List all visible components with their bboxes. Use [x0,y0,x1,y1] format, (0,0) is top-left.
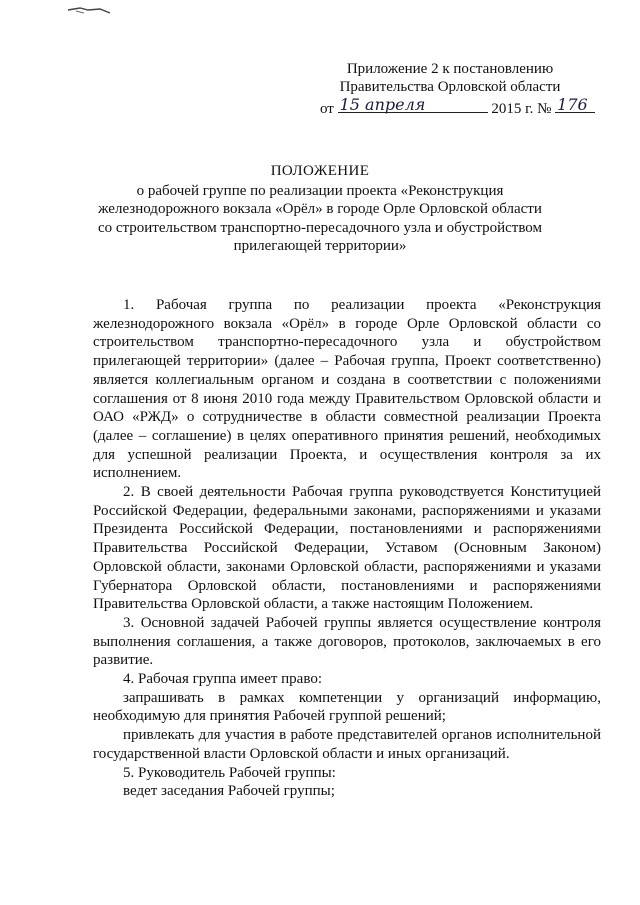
paragraph-5-duty-1: ведет заседания Рабочей группы; [123,783,335,800]
year-text: 2015 г. № [491,101,552,117]
handwritten-number: 176 [557,95,588,114]
paragraph-4-right-2: привлекать для участия в работе представителей органов исполнительной государственной власти Орловской области и иных организаций. [93,727,601,762]
date-prefix: от [320,101,334,117]
document-title [80,162,560,256]
paragraph-1: 1. Рабочая группа по реализации проекта «Реконструкция железнодорожного вокзала «Орёл» в городе Орле Орловской области со строительством транспортно-пересадочного узла и обустройством прилегающей территории» (далее – Рабочая группа, Проект соответственно) является коллегиальным органом и создана в соответствии с положениями соглашения от 8 июня 2010 года между Правительством Орловской области и ОАО «РЖД» о сотрудничестве в области совместной реализации Проекта (далее – соглашение) в целях оперативного принятия решений, необходимых для успешной реализации Проекта, и осуществления контроля за их исполнением. [93,297,601,482]
title-heading: ПОЛОЖЕНИЕ [270,163,370,179]
paragraph-4-right-1: запрашивать в рамках компетенции у организаций информацию, необходимую для принятия Рабочей группой решений; [93,689,601,725]
paragraph-3: 3. Основной задачей Рабочей группы является осуществление контроля выполнения соглашения, а также договоров, протоколов, заключаемых в его развитие. [93,614,601,669]
number-handwritten-field [555,96,595,113]
paragraph-2: 2. В своей деятельности Рабочая группа руководствуется Конституцией Российской Федерации, федеральными законами, распоряжениями и указами Президента Российской Федерации, постановлениями и распоряжениями Правительства Российской Федерации, Уставом (Основным Законом) Орловской области, законами Орловской области, распоряжениями и указами Губернатора Орловской области, постановлениями и распоряжениями Правительства Орловской области, а также настоящим Положением. [93,484,601,613]
appendix-header [320,60,588,118]
document-body [93,296,601,801]
handwritten-date: 15 апреля [339,95,426,114]
scan-artifact-mark [66,4,112,16]
paragraph-4: 4. Рабочая группа имеет право: [123,671,322,688]
title-line: прилегающей территории» [233,238,407,254]
date-handwritten-field [338,96,488,113]
title-line: железнодорожного вокзала «Орёл» в городе Орле Орловской области [98,201,542,217]
appendix-date-line [320,95,588,118]
paragraph-5: 5. Руководитель Рабочей группы: [123,764,336,781]
title-line: со строительством транспортно-пересадочного узла и обустройством [97,219,543,236]
appendix-line-1: Приложение 2 к постановлению [346,61,554,77]
appendix-line-2: Правительства Орловской области [339,79,561,95]
title-line: о рабочей группе по реализации проекта «Реконструкция [136,182,504,199]
